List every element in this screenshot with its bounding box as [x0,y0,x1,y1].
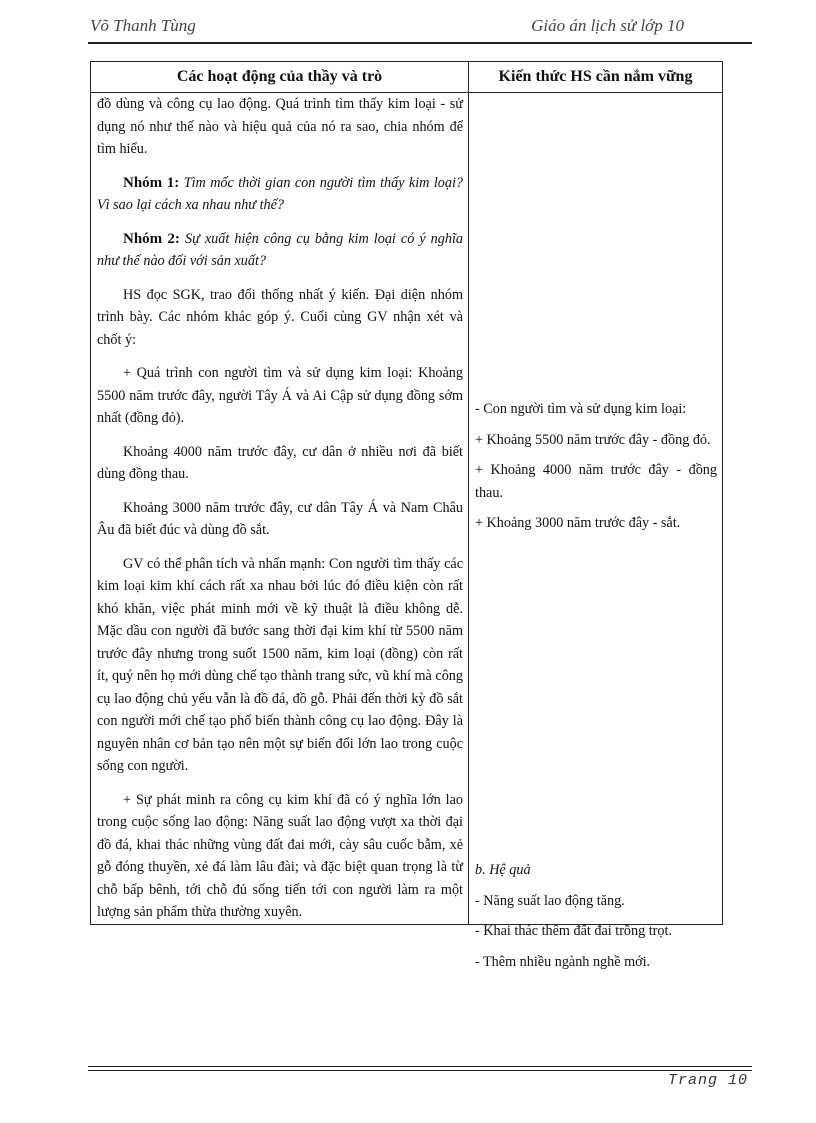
paragraph-analysis: GV có thể phân tích và nhấn mạnh: Con người tìm thấy các kim loại kim khí cách rất xa nhau bởi lúc đó điều kiện còn rất khó khăn, việc phát minh mới về kỹ thuật là điều không dễ. Mặc dầu con người đã bước sang thời đại kim khí từ 5500 năm trước đây nhưng trong suốt 1500 năm, kim loại (đồng) còn rất ít, quý nên họ mới dùng chế tạo thành trang sức, vũ khí mà công cụ lao động chủ yếu vẫn là đồ đá, đồ gỗ. Phải đến thời kỳ đồ sắt con người mới chế tạo phổ biến thành công cụ lao động. Đây là nguyên nhân cơ bản tạo nên một sự biến đổi lớn lao trong cuộc sống con người. [97,555,463,774]
consequences-heading: b. Hệ quả [475,862,531,878]
consequence-productivity: - Năng suất lao động tăng. [475,892,625,909]
knowledge-consequences [475,859,717,981]
knowledge-cell [469,93,723,970]
paragraph-3000-years: Khoảng 3000 năm trước đây, cư dân Tây Á và Nam Châu Âu đã biết đúc và dùng đồ sắt. [97,499,463,538]
activities-cell [91,93,469,925]
footer-rule [88,1066,752,1067]
group-1-question: Tìm mốc thời gian con người tìm thấy kim loại? Vì sao lại cách xa nhau như thế? [97,174,463,213]
column-header-knowledge: Kiến thức HS cần nắm vững [469,62,723,93]
page-footer [88,1066,752,1089]
paragraph-significance: + Sự phát minh ra công cụ kim khí đã có ý nghĩa lớn lao trong cuộc sống lao động: Năng suất lao động vượt xa thời đại đồ đá, khai thác những vùng đất đai mới, cày sâu cuốc bẫm, xẻ gỗ đóng thuyền, xẻ đá làm lâu đài; và đặc biệt quan trọng là từ chỗ bấp bênh, tới chỗ đủ sống tiến tới con người làm ra một lượng sản phẩm thừa thường xuyên. [97,791,463,920]
knowledge-metals [475,398,717,543]
group-2-label: Nhóm 2: [123,230,180,247]
paragraph-metal-process: + Quá trình con người tìm và sử dụng kim loại: Khoảng 5500 năm trước đây, người Tây Á và Ai Cập sử dụng đồng sớm nhất (đồng đỏ). [97,365,463,426]
header-subject: Giáo án lịch sử lớp 10 [531,16,684,35]
consequence-trades: - Thêm nhiều ngành nghề mới. [475,953,651,970]
group-1-label: Nhóm 1: [123,174,180,191]
group-2-question: Sự xuất hiện công cụ bằng kim loại có ý nghĩa như thế nào đối với sản xuất? [97,230,464,269]
header-author: Võ Thanh Tùng [90,16,196,35]
paragraph-intro: đồ dùng và công cụ lao động. Quá trình tìm thấy kim loại - sử dụng nó như thế nào và hiệu quả của nó ra sao, chia nhóm để tìm hiểu. [97,96,463,157]
page-number: Trang 10 [667,1072,748,1089]
knowledge-iron: + Khoảng 3000 năm trước đây - sắt. [475,515,681,531]
page-header [88,12,752,44]
paragraph-4000-years: Khoảng 4000 năm trước đây, cư dân ở nhiều nơi đã biết dùng đồng thau. [97,443,463,482]
knowledge-bronze: + Khoảng 4000 năm trước đây - đồng thau. [475,462,717,501]
lesson-table [90,61,723,970]
group-2-task [97,228,463,273]
paragraph-discussion: HS đọc SGK, trao đổi thống nhất ý kiến. Đại diện nhóm trình bày. Các nhóm khác góp ý. Cuối cùng GV nhận xét và chốt ý: [97,286,463,348]
knowledge-copper: + Khoảng 5500 năm trước đây - đồng đỏ. [475,431,711,448]
group-1-task [97,172,463,217]
knowledge-metals-title: - Con người tìm và sử dụng kim loại: [475,401,687,417]
column-header-activities: Các hoạt động của thầy và trò [91,62,469,93]
footer-rule-double [88,1070,752,1071]
consequence-land: - Khai thác thêm đất đai trồng trọt. [475,923,672,939]
